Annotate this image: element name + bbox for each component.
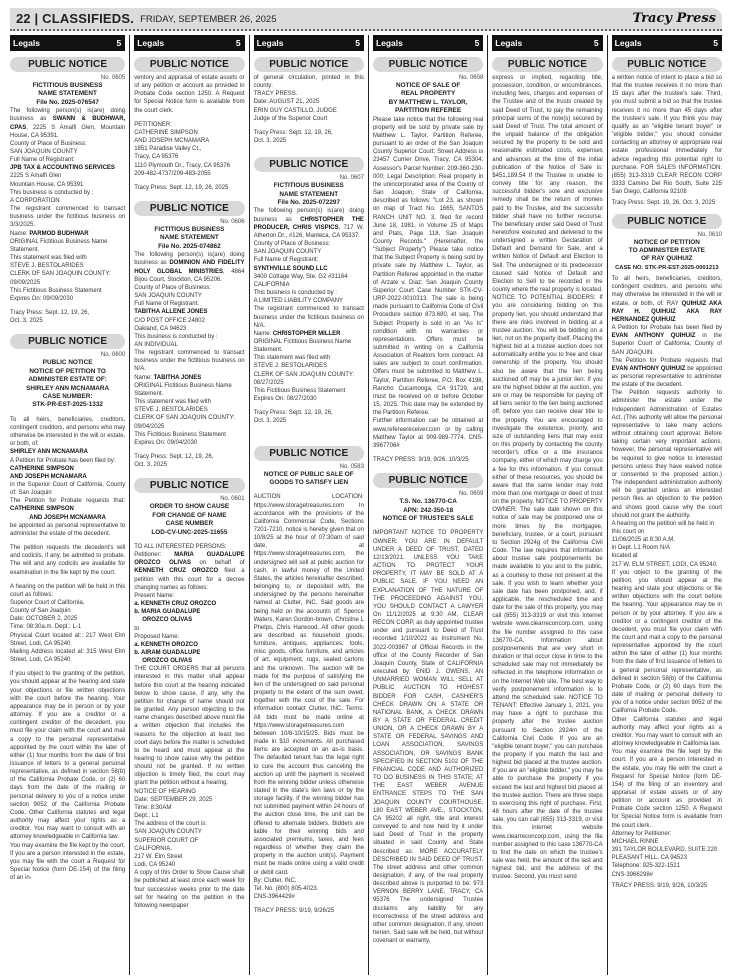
notice-body: AUCTION LOCATION: https://www.storagetreasures.com In accordance with the provisions of the California Commercial Code, Sections 7201-7210, notice is hereby given that on 10/8/25 at the hour of 07:30am of said date, at https://www.storagetreasures.com, the undersigned will sell at public auction for cash, in lawful money of the United States, the articles hereinafter described, belonging to, or deposited with, the undersigned by the persons hereinafter named at Clutter, INC. Said goods are being held on the accounts of: Spence Waters, Karen Gordon-brown, Christine L Phelps, Chris Harwood. All other goods are described as household goods, furniture, antiques, appliances, tools, misc goods, office furniture, and articles of art, equipment, rugs, sealed cartons and the unknown. The auction will be made for the purpose of satisfying the lien of the undersigned on said personal property to the extent of the sum owed, together with the cost of the sale. For information contact Clutter, INC. Terms: All bids must be made online at https://www.storagetreasures.com between 10/8-10/15/25. Bids must be made in $10 increments. All purchased items are accepted on an as-is basis. The defaulted tenant has the legal right to cure the account thus canceling the auction up until the payment is received from the winning bidder unless otherwise stated in the state's lien laws or by the storage facility. If the winning bidder has not submitted payment within 24 hours of the auction close time, the unit can be offered to alternate bidders. Bidders are liable for their winning bids and associated premiums, taxes, and fees regardless of whether they claim the property in the auction unit(s). Payment must be made online using a valid credit or debit card. <box>253 494 364 876</box>
notice-body: The following person(s) is(are) doing business as SWANN & BUDHWAR, CPAS, 2225 S Amalfi Glen, Mountain House, CA 95391. <box>10 108 126 139</box>
notice-number: No. 0605 <box>100 75 126 81</box>
commenced-text: The registrant commenced to transact business under the fictitious business on N/A. <box>134 350 245 373</box>
notice-signatory: Name: PARMOD BUDHWAR ORIGINAL Fictitious Business Name Statement. This statement was filed with STEVE J. BESTOLARIDES CLERK OF SAN JOAQUIN COUNTY: 09/09/2025 This Fictitious Business Statement Expires On: 09/09/2030 <box>10 230 111 302</box>
notice-0609-continued <box>492 57 602 881</box>
publication-dates: Tracy Press: Sept. 12, 19, 26, Oct. 3, 2025 <box>253 129 333 145</box>
public-notice-banner: PUBLIC NOTICE <box>612 214 722 229</box>
requests-text: The Petition for Probate requests that EVAN ANTHONY QUIHUIZ be appointed as personal representative to administer the estate of the decedent. <box>611 357 723 389</box>
continued-paragraph: of general circulation, printed in this county: <box>253 75 364 90</box>
notice-title: ORDER TO SHOW CAUSE FOR CHANGE OF NAME CASE NUMBER LOD-CV-UNC-2025-11655 <box>149 503 230 536</box>
notice-body: Please take notice that the following real property will be sold by private sale by Matthew L. Taylor, Partition Referee, pursuant to an order of the San Joaquin County Superior Court: Street Address is 23457 Currier Drive, Tracy, CA 95304; Assessor's Parcel Number: 209-360-230-000; Legal Description: Real property in the unincorporated area of the County of San Joaquin, State of California, described as follows: "Lot 23, as shown on map of Tract No. 1665, SANTOS RANCH UNIT NO. 3, filed for record June 18, 1981, in Volume 25 of Maps and Plats, Page 118, San Joaquin County Records." (Hereinafter, the "Subject Property") Please take notice that the Subject Property is being sold by private sale by Matthew L. Taylor, as Partition Referee appointed in the matter of Arzate v. Diaz; San Joaquin County Superior Court Case Number STK-CV-URP-2022-0010313. The sale is being made pursuant to California Code of Civil Procedure section 873.680, et seq. The Subject Property is sold in an "As Is" condition with no warranties or representations. Offers must be submitted in writing on a California Association of Realtors form contract. All sales are subject to court confirmation. Offers must be submitted to Matthew L. Taylor, Partition Referee, P.O. Box 4198, Rancho Cucamonga, CA 91729, and must be received on or before October 15, 2025. This date may be extended by the Partition Referee. <box>372 116 484 417</box>
public-notice-banner: PUBLIC NOTICE <box>134 57 244 72</box>
column-2 <box>129 35 248 975</box>
notice-signatory: Name: CHRISTOPHER MILLER ORIGINAL Fictitious Business Name Statement. This statement was filed with STEVE J. BESTOLARIDES CLERK OF SAN JOAQUIN COUNTY: 08/27/2025 This Fictitious Business Statement Expires On: 08/27/2030 <box>253 330 355 403</box>
commenced-text: The registrant commenced to transact business under the fictitious business on 3/3/2025. <box>10 206 126 229</box>
column-header <box>254 35 364 51</box>
notice-0583 <box>254 446 364 916</box>
will-paragraph: The petition requests the decedent's will and codicils, if any, be admitted to probate. The will and any codicils are available for examination in the file kept by the court. <box>10 545 126 576</box>
other-statutes-paragraph: Other California statutes and legal authority may affect your rights as a creditor. You may want to consult with an attorney knowledgeable in California law. <box>611 716 723 748</box>
notice-number: No. 0610 <box>697 231 723 238</box>
public-notice-banner: PUBLIC NOTICE <box>254 157 364 172</box>
public-notice-banner: PUBLIC NOTICE <box>254 446 364 461</box>
examine-paragraph: You may examine the file kept by the court. If you are a person interested in the estate, you may file with the court a Request for Special Notice (form DE-154) of the filing of an in- <box>10 842 126 882</box>
copy-paragraph: A copy of this Order to Show Cause shall be published at least once each week for four successive weeks prior to the date set for hearing on the petition in the following newspaper <box>134 870 245 909</box>
column-header <box>612 35 722 51</box>
notice-title: T.S. No. 136770-CA APN: 242-350-18 NOTICE OF TRUSTEE'S SALE <box>382 498 474 522</box>
examine-paragraph: You may examine the file kept by the court. If you are a person interested in the estate, you may file with the court a Request for Special Notice (form DE-154) of the filing of an inventory and appraisal of estate assets or of any petition or account as provided in Probate Code section 1250. A Request for Special Notice form is available from the court clerk. <box>611 749 723 829</box>
filed-by-text: A Petition for Probate has been filed by: <box>10 457 116 464</box>
notice-details: County of Place of Business: SAN JOAQUIN COUNTY Full Name of Registrant: JPB TAX & ACCOUNTING SERVICES 2225 S Amalfi Glen Mountain House, CA 95391 This business is conducted by : A CORPORATION <box>10 140 115 204</box>
column-header <box>134 35 244 51</box>
public-notice-banner: PUBLIC NOTICE <box>10 334 125 349</box>
notice-title: FICTITIOUS BUSINESS NAME STATEMENT File No. 2025-076547 <box>32 82 103 106</box>
continued-paragraph: express or implied, regarding title, possession, condition, or encumbrances, including fees, charges and expenses of the Trustee and of the trusts created by said Deed of Trust, to pay the remaining principal sums of the note(s) secured by said Deed of Trust. The total amount of the unpaid balance of the obligation secured by the property to be sold and reasonable estimated costs, expenses and advances at the time of the initial publication of the Notice of Sale is: $451,189.54 If the Trustee is unable to convey title for any reason, the successful bidder's sole and exclusive remedy shall be the return of monies paid to the Trustee, and the successful bidder shall have no further recourse. The beneficiary under said Deed of Trust heretofore executed and delivered to the undersigned a written Declaration of Default and Demand for Sale, and a written Notice of Default and Election to Sell. The undersigned or its predecessor caused said Notice of Default and Election to Sell to be recorded in the county where the real property is located. NOTICE TO POTENTIAL BIDDERS: If you are considering bidding on this property lien, you should understand that there are risks involved in bidding at a trustee auction. You will be bidding on a lien, not on the property itself. Placing the highest bid at a trustee auction does not automatically entitle you to free and clear ownership of the property. You should also be aware that the lien being auctioned off may be a junior lien. If you are the highest bidder at the auction, you are or may be responsible for paying off all liens senior to the lien being auctioned off, before you can receive clear title to the property. You are encouraged to investigate the existence, priority, and size of outstanding liens that may exist on this property by contacting the county recorder's office or a title insurance company, either of which may charge you a fee for this information. If you consult either of these resources, you should be aware that the same lender may hold more than one mortgage or deed of trust on the property. NOTICE TO PROPERTY OWNER: The sale date shown on this notice of sale may be postponed one or more times by the mortgagee, beneficiary, trustee, or a court, pursuant to Section 2924g of the California Civil Code. The law requires that information about trustee sale postponements be made available to you and to the public, as a courtesy to those not present at the sale. If you wish to learn whether your sale date has been postponed, and, if applicable, the rescheduled time and date for the sale of this property, you may call (855) 313-3319 or visit this Internet website www.clearreconcorp.com, using the file number assigned to this case 136770-CA. Information about postponements that are very short in duration or that occur close in time to the scheduled sale may not immediately be reflected in the telephone information or on the Internet Web site. The best way to verify postponement information is to attend the scheduled sale. NOTICE TO TENANT: Effective January 1, 2021, you may have a right to purchase this property after the trustee auction pursuant to Section 2924m of the California Civil Code. If you are an "eligible tenant buyer," you can purchase the property if you match the last and highest bid placed at the trustee auction. If you are an "eligible bidder," you may be able to purchase the property if you exceed the last and highest bid placed at the trustee auction. There are three steps to exercising this right of purchase. First, 48 hours after the date of the trustee sale, you can call (855) 313-3319, or visit this internet website www.clearreconcorp.com, using the file number assigned to this case 136770-CA to find the date on which the trustee's sale was held, the amount of the last and highest bid, and the address of the trustee. Second, you must send <box>492 75 603 881</box>
column-header-count: 5 <box>355 38 360 48</box>
public-notice-banner: PUBLIC NOTICE <box>492 57 602 72</box>
authority-paragraph: The Petition requests authority to administer the estate under the Independent Administration of Estates Act. (This authority will allow the personal representative to take many actions without obtaining court approval. Before taking certain very important actions, however, the personal representative will be required to give notice to interested persons unless they have waived notice or consented to the proposed action.) The independent administration authority will be granted unless an interested person files an objection to the petition and shows good cause why the court should not grant the authority. <box>611 390 723 519</box>
column-header-label: Legals <box>614 38 642 48</box>
notice-body: To all heirs, beneficiaries, creditors, contingent creditors, and persons who may otherwise be interested in the will or estate, or both, of: <box>10 416 126 448</box>
notice-body: To all heirs, beneficiaries, creditors, contingent creditors, and persons who may otherwise be interested in the will or estate, or both, of: RAY QUIHUIZ AKA RAY H. QUIHUIZ AKA RAY HERNANDEZ QUIHUIZ <box>611 276 723 323</box>
notice-title: NOTICE OF PUBLIC SALE OF GOODS TO SATISFY LIEN <box>263 470 354 486</box>
publication-dates: TRACY PRESS: 9/19, 9/26, 10/3/25 <box>611 882 708 889</box>
notice-number: No. 0607 <box>339 175 364 182</box>
column-4 <box>368 35 487 975</box>
judge-block: TRACY PRESS. Date: AUGUST 21, 2025 ERIN GUY CASTILLO, JUDGE Judge of the Superior Court <box>253 91 337 122</box>
issue-date: FRIDAY, SEPTEMBER 26, 2025 <box>140 14 277 25</box>
notice-number: No. 0601 <box>220 496 245 503</box>
notice-title: NOTICE OF PETITION TO ADMINISTER ESTATE OF RAY QUIHUIZ CASE NO. STK-PR-EST-2025-0001213 <box>615 238 719 271</box>
decedent-name: SHIRLEY ANN MCNAMARA <box>10 449 88 456</box>
court-text: in the Superior Court of California, County of: San Joaquin <box>10 481 126 497</box>
objection-paragraph: If you object to the granting of the petition, you should appear at the hearing and state your objections or file written objections with the court before the hearing. Your appearance may be in person or by your attorney. If you are a creditor or a contingent creditor of the decedent, you must file your claim with the court and mail a copy to the personal representative appointed by the court within the later of either (1) four months from the date of first issuance of letters to a general personal representative, as defined in section 58(b) of the California Probate Code, or (2) 60 days from the date of mailing or personal delivery to you of a notice under section 9052 of the California Probate Code. <box>611 569 723 715</box>
column-6 <box>607 35 726 975</box>
petitioner-text: Petitioner: MARIA GUADALUPE OROZCO OLIVAS on behalf of KENNETH CRUZ OROZCO filed a petition with this court for a decree changing names as follows: <box>134 552 245 591</box>
column-header-count: 5 <box>235 38 241 48</box>
notice-number: No. 0600 <box>100 352 126 359</box>
publication-dates: Tracy Press: Sept. 12, 19, 26, Oct. 3, 2025 <box>134 454 214 469</box>
column-3 <box>249 35 368 975</box>
to-all-text: TO ALL INTERESTED PERSONS: <box>134 543 227 550</box>
petitioner-names: CATHERINE SIMPSON AND JOSEPH MCNAMARA <box>10 465 87 480</box>
column-header-count: 5 <box>593 38 599 48</box>
notice-details: County of Place of Business: SAN JOAQUIN COUNTY Full Name of Registrant: TABITHA ALLENE JONES C/O POST OFFICE 24802 Oakland, CA 94623 This business is conducted by : AN INDIVIDUAL <box>134 284 218 348</box>
public-notice-banner: PUBLIC NOTICE <box>373 57 483 72</box>
column-header-label: Legals <box>13 38 40 48</box>
notice-0601 <box>134 478 244 910</box>
column-header-count: 5 <box>116 38 122 48</box>
public-notice-banner: PUBLIC NOTICE <box>612 57 722 72</box>
publication-dates: Tracy Press: Sept. 12, 19, 26, 2025 <box>134 184 229 191</box>
column-header <box>492 35 602 51</box>
notice-0607 <box>254 157 364 425</box>
continued-paragraph: ventory and appraisal of estate assets or of any petition or account as provided in Probate Code section 1250. A Request for Special Notice form is available from the court clerk. <box>134 75 245 114</box>
notice-title: PUBLIC NOTICE NOTICE OF PETITION TO ADMINISTER ESTATE OF: SHIRLEY ANN MCNAMARA CASE NUMBER: STK-PR-EST-2025-1332 <box>26 359 110 409</box>
publication-dates: Tracy Press: Sept. 12, 19, 26, Oct. 3, 2025 <box>253 410 333 425</box>
notice-number: No. 0606 <box>220 219 245 226</box>
court-orders-paragraph: THE COURT ORDERS that all persons interested in this matter shall appear before this court at the hearing indicated below to show cause, if any, why the petition for change of name should not be granted. Any person objecting to the name changes described above must file a written objection that includes the reasons for the objection at least two court days before the matter is scheduled to be heard and must appear at the hearing to show cause why the petition should not be granted. If no written objection is timely filed, the court may grant the petition without a hearing. <box>134 666 245 787</box>
hearing-details: NOTICE OF HEARING Date: SEPTEMBER 29, 2025 Time: 8:30AM Dept.: L1 The address of the court is: SAN JOAQUIN COUNTY SUPERIOR COURT OF CALIFORNIA, 217 W. Elm Street Lodi, CA 95240 <box>134 788 213 869</box>
commenced-text: The registrant commenced to transact business under the fictitious business on N/A. <box>253 306 364 329</box>
attorney-block: Attorney for Petitioner: MICHAEL RINNE 391 TAYLOR BOULEVARD, SUITE 220 PLEASANT HILL, CA 94523 Telephone: 925-322-1521 CNS-3966298# <box>611 830 718 878</box>
publication-logo: Tracy Press <box>632 11 716 26</box>
hearing-details: Superior Court of California, County of San Joaquin Date: OCTOBER 2, 2025 Time: 08:30a.m. Dept.: L-1 Physical Court located at:: 217 West Elm Street, Lodi, CA 95240 Mailing Address located at: 315 West Elm Street, Lodi, CA 95240 <box>10 600 126 664</box>
column-header-label: Legals <box>137 38 165 48</box>
page-number: 22 <box>16 11 31 26</box>
classified-columns <box>10 35 726 975</box>
notice-title: FICTITIOUS BUSINESS NAME STATEMENT File No. 2025-072297 <box>273 182 344 207</box>
notice-title: NOTICE OF SALE OF REAL PROPERTY BY MATTHEW L. TAYLOR, PARTITION REFEREE <box>388 82 468 115</box>
public-notice-banner: PUBLIC NOTICE <box>373 473 483 488</box>
hearing-details: A hearing on the petition will be held in this court on 11/06/2025 at 8:30 A.M. in Dept. L1 Room N/A located at 217 W. ELM STREET, LODI, CA 95240. <box>611 520 718 568</box>
publication-dates: TRACY PRESS: 9/19, 9/26, 10/3/25 <box>372 457 469 464</box>
public-notice-banner: PUBLIC NOTICE <box>134 201 244 216</box>
column-header <box>10 35 125 51</box>
notice-signatory: Name: TABITHA JONES ORIGINAL Fictitious Business Name Statement. This statement was filed with STEVE J. BESTOLARIDES CLERK OF SAN JOAQUIN COUNTY: 09/04/2025 This Fictitious Business Statement Expires On: 09/04/2030 <box>134 374 235 446</box>
hearing-intro: A hearing on the petition will be held in this court as follows: <box>10 583 126 598</box>
column-header-label: Legals <box>375 38 403 48</box>
notice-body: The following person(s) is(are) doing business as DOMINION AND FIDELITY HOLY GLOBAL MINISTRIES, 4864 Bijou Court, Stockton, CA 95206. <box>134 252 245 283</box>
notice-details: County of Place of Business: SAN JOAQUIN COUNTY Full Name of Registrant: SYNTHVILLE SOUND LLC 3400 Cottage Way, Ste. G2 #31164 CALIFORNIA This business is conducted by : A LIMITED LIABILITY COMPANY <box>253 241 348 305</box>
public-notice-banner: PUBLIC NOTICE <box>134 478 244 493</box>
notice-0610 <box>612 214 722 890</box>
notice-0605 <box>10 57 125 325</box>
notice-0606 <box>134 201 244 469</box>
notice-0600-continued <box>134 57 244 192</box>
masthead <box>10 8 722 31</box>
notice-signatory: By: Clutter, INC, Tel. No. (800) 805-4023. CNS-3964429# <box>253 877 319 900</box>
notice-0608 <box>373 57 483 464</box>
notice-body: IMPORTANT NOTICE TO PROPERTY OWNER: YOU ARE IN DEFAULT UNDER A DEED OF TRUST, DATED 12/13/2021. UNLESS YOU TAKE ACTION TO PROTECT YOUR PROPERTY, IT MAY BE SOLD AT A PUBLIC SALE. IF YOU NEED AN EXPLANATION OF THE NATURE OF THE PROCEEDING AGAINST YOU, YOU SHOULD CONTACT A LAWYER On 11/12/2025 at 9:30 AM, CLEAR RECON CORP, as duly appointed trustee under and pursuant to Deed of Trust recorded 1/10/2022 as Instrument No. 2022-003967 of Official Records in the office of the County Recorder of San Joaquin County, State of CALIFORNIA executed by: ENID J. OWENS, AN UNMARRIED WOMAN WILL SELL AT PUBLIC AUCTION TO HIGHEST BIDDER FOR CASH, CASHIER'S CHECK DRAWN ON A STATE OR NATIONAL BANK, A CHECK DRAWN BY A STATE OR FEDERAL CREDIT UNION, OR A CHECK DRAWN BY A STATE OR FEDERAL SAVINGS AND LOAN ASSOCIATION, SAVINGS ASSOCIATION, OR SAVINGS BANK SPECIFIED IN SECTION 5102 OF THE FINANCIAL CODE AND AUTHORIZED TO DO BUSINESS IN THIS STATE; AT THE EAST WEBER AVENUE ENTRANCE STEPS TO THE SAN JOAQUIN COUNTY COURTHOUSE, 180 EAST WEBER AVE., STOCKTON, CA 95202 all right, title and interest conveyed to and now held by it under said Deed of Trust in the property situated in said County and State described as: MORE ACCURATELY DESCRIBED IN SAID DEED OF TRUST. The street address and other common designation, if any, of the real property described above is purported to be: 973 VERNON BERRY LANE, TRACY, CA 95376 The undersigned Trustee disclaims any liability for any incorrectness of the street address and other common designation, if any, shown herein. Said sale will be held, but without covenant or warranty, <box>372 530 484 945</box>
publication-dates: TRACY PRESS: 9/19, 9/26/25 <box>253 908 335 915</box>
notice-title: FICTITIOUS BUSINESS NAME STATEMENT File No. 2025-074862 <box>154 226 225 250</box>
column-header <box>373 35 483 51</box>
public-notice-banner: PUBLIC NOTICE <box>254 57 364 72</box>
notice-0609 <box>373 473 483 945</box>
continued-paragraph: a written notice of intent to place a bid so that the trustee receives it no more than 15 days after the trustee's sale. Third, you must submit a bid so that the trustee receives it no more than 45 days after the trustee's sale. If you think you may qualify as an "eligible tenant buyer" or "eligible bidder," you should consider contacting an attorney or appropriate real estate professional immediately for advice regarding this potential right to purchase. FOR SALES INFORMATION: (855) 313-3319 CLEAR RECON CORP 3333 Camino Del Rio South, Suite 225 San Diego, California 92108 <box>611 75 723 196</box>
publication-dates: Tracy Press: Sept. 19, 26, Oct. 3, 2025 <box>611 200 716 207</box>
masthead-separator: | <box>34 11 39 26</box>
notice-body: The following person(s) is(are) doing business as CHRISTOPHER THE PRODUCER, CHRIS VISPICS, 717 W. Atherton Dr., #126, Manteca, CA 95337. <box>253 208 364 239</box>
objection-paragraph: If you object to the granting of the petition, you should appear at the hearing and state your objections or file written objections with the court before the hearing. Your appearance may be in person or by your attorney. If you are a creditor or a contingent creditor of the decedent, you must file your claim with the court and mail a copy to the personal representative appointed by the court within the later of either (1) four months from the date of first issuance of letters to a general personal representative, as defined in section 58(b) of the California Probate Code, or (2) 60 days from the date of the mailing or personal delivery to you of a notice under section 9052 of the California Probate Code. Other California statutes and legal authority may affect your rights as a creditor. You may want to consult with an attorney knowledgeable in California law. <box>10 671 126 841</box>
column-header-count: 5 <box>474 38 480 48</box>
filed-by-text: A Petition for Probate has been filed by EVAN ANTHONY QUIHUIZ in the Superior Court of California, County of SAN JOAQUIN. <box>611 325 723 356</box>
column-header-count: 5 <box>713 38 719 48</box>
petitioner-block: PETITIONER: CATHERINE SIMPSON AND JOSEPH MCNAMARA 1851 Paradise Valley Ct., Tracy, CA 95376 1110 Plymouth Dr., Tracy, CA 95376 209-482-4737/209-483-2055 <box>134 121 230 177</box>
section-title: CLASSIFIEDS. <box>42 11 135 26</box>
column-header-label: Legals <box>256 38 284 48</box>
present-names: Present Name: a. KENNETH CRUZ OROZCO b. MARIA GUADALUPE OROZCO OLIVAS to Proposed Name: a. KENNETH OROZCO b. AIRAM GUADALUPE OROZCO OLIVAS <box>134 592 217 665</box>
notice-0600 <box>10 334 125 882</box>
notice-number: No. 0608 <box>458 75 484 81</box>
public-notice-banner: PUBLIC NOTICE <box>10 57 125 72</box>
publication-dates: Tracy Press: Sept. 12, 19, 26, Oct. 3, 2025 <box>10 309 90 325</box>
further-info: Further information can be obtained at www.refereereceiver.com or by calling Matthew Taylor at 909-989-7774. CNS-3967706# <box>372 418 484 449</box>
requests-text: The Petition for Probate requests that: CATHERINE SIMPSON AND JOSEPH MCNAMARA be appointed as personal representative to administer the estate of the decedent. <box>10 498 126 537</box>
notice-0609-continued-2 <box>612 57 722 208</box>
notice-0601-continued <box>254 57 364 145</box>
column-header-label: Legals <box>495 38 523 48</box>
notice-number: No. 0609 <box>458 491 484 498</box>
column-5 <box>487 35 606 975</box>
column-1 <box>10 35 129 975</box>
notice-number: No. 0583 <box>339 463 364 470</box>
